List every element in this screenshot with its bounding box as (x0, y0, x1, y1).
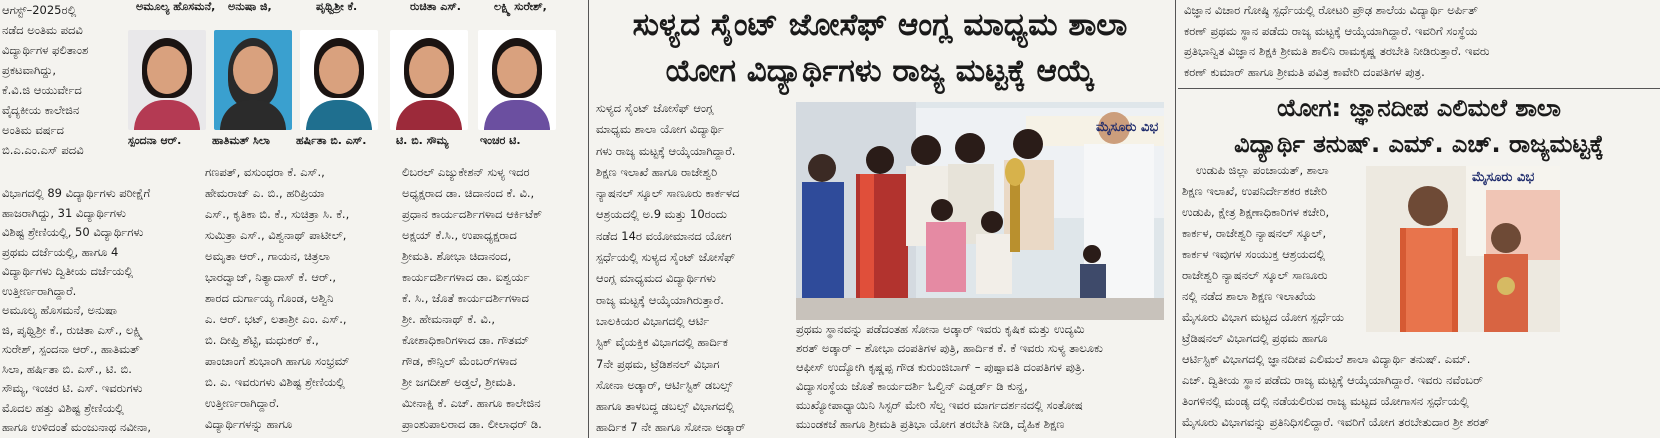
left-section (0, 0, 585, 438)
intro-text (2, 0, 120, 160)
section-rule (1178, 88, 1660, 89)
body-line: ವಿದ್ಯಾರ್ಥಿಗಳನ್ನು ಹಾಗೂ (205, 417, 293, 431)
portrait-face (319, 46, 359, 94)
body-line: ಜಿ, ಪೃಥ್ವಿಶ್ರೀ ಕೆ., ರುಚಿತಾ ಎಸ್., ಲಕ್ಷ್ಮಿ (2, 322, 144, 337)
body-line: ನ್ಯಾಷನಲ್ ಸ್ಕೂಲ್ ಸಾಣೂರು ಕಾರ್ಕಳದ (596, 186, 740, 201)
caption-line: ವಿದ್ಯಾಸಂಸ್ಥೆಯ ಜೊತೆ ಕಾರ್ಯದರ್ಶಿ ಓಲ್ವಿನ್ ಎಡ್ವರ್ಡ್ ಡಿ ಕುನ್ಹ, (796, 379, 1028, 393)
top-name: ಲಕ್ಷ್ಮಿ ಸುರೇಶ್, (494, 0, 547, 13)
photo-caption (796, 320, 1168, 434)
body-line: ಪ್ರಥಮ ದರ್ಜೆಯಲ್ಲಿ, ಹಾಗೂ 4 (2, 244, 119, 259)
intro-line: ವಿದ್ಯಾರ್ಥಿಗಳ ಫಲಿತಾಂಶ (2, 43, 89, 57)
body-line: ಕಾರ್ಕಳ, ರಾಜೇಶ್ವರಿ ನ್ಯಾಷನಲ್ ಸ್ಕೂಲ್, (1182, 226, 1327, 240)
headline-line-1: ಸುಳ್ಯದ ಸೈಂಟ್ ಜೋಸೆಫ್ ಆಂಗ್ಲ ಮಾಧ್ಯಮ ಶಾಲಾ (632, 7, 1128, 43)
body-line: ಗಣಪತ್, ವಸುಂಧರಾ ಕೆ. ಎಸ್., (205, 165, 325, 179)
body-line: ಶಿಕ್ಷಣ ಇಲಾಖೆ, ಉಪನಿರ್ದೇಶಕರ ಕಚೇರಿ (1182, 184, 1328, 198)
body-line: ಆಶ್ರಯದಲ್ಲಿ ಅ.9 ಮತ್ತು 10ರಂದು (596, 207, 727, 222)
body-line: ಎಸ್., ಕೃತಿಕಾ ಬಿ. ಕೆ., ಸುಚಿತ್ರಾ ಸಿ. ಕೆ., (205, 207, 350, 221)
intro-line: ಆಗಸ್ಟ್–2025ರಲ್ಲಿ (2, 3, 77, 17)
right-section (1178, 0, 1660, 438)
body-line: ಉತ್ತೀರ್ಣರಾಗಿದ್ದಾರೆ. (205, 396, 280, 410)
body-line: ಕಾರ್ಯದರ್ಶಿಗಳಾದ ಡಾ. ಐಶ್ವರ್ಯ (402, 270, 530, 284)
body-line: ಸುರೇಶ್, ಸ್ಪಂದನಾ ಆರ್., ಹಾತಿಮತ್ (2, 342, 140, 356)
body-line: ಆರ್ಟಿಸ್ಟಿಕ್ ವಿಭಾಗದಲ್ಲಿ ಜ್ಞಾನದೀಪ ಎಲಿಮಲೆ ಶಾಲಾ ವಿದ್ಯಾರ್ಥಿ ತನುಷ್. ಎಮ್. (1182, 352, 1471, 366)
body-line: ಉತ್ತೀರ್ಣರಾಗಿದ್ದಾರೆ. (2, 283, 77, 298)
body-line: ವಿಶಿಷ್ಟ ಶ್ರೇಣಿಯಲ್ಲಿ, 50 ವಿದ್ಯಾರ್ಥಿಗಳು (2, 225, 144, 239)
body-line: ಮಾಧ್ಯಮ ಶಾಲಾ ಯೋಗ ವಿದ್ಯಾರ್ಥಿ (596, 122, 724, 137)
intro-line: ಬಿ.ಎ.ಎಂ.ಎಸ್ ಪದವಿ (2, 143, 84, 157)
caption-line: ಮುಖ್ಯೋಪಾಧ್ಯಾಯಿನಿ ಸಿಸ್ಟರ್ ಮೇರಿ ಸೆಲ್ವ ಇವರ ಮಾರ್ಗದರ್ಶನದಲ್ಲಿ ಸಂತೋಷ (796, 398, 1083, 412)
body-line: 7ನೇ ಪ್ರಥಮ, ಟ್ರೆಡಿಶನಲ್ ವಿಭಾಗ (596, 356, 720, 371)
body-line: ವಿಭಾಗದಲ್ಲಿ 89 ವಿದ್ಯಾರ್ಥಿಗಳು ಪರೀಕ್ಷೆಗೆ (2, 186, 151, 200)
graduate-portrait (128, 30, 206, 130)
body-line: ಅಮೂಲ್ಯ ಹೊಸಮನೆ, ಅನುಷಾ (2, 303, 118, 317)
intro-line: ಪ್ರಕಟವಾಗಿದ್ದು, (2, 63, 57, 77)
body-line: ಉಡುಪಿ, ಕ್ಷೇತ್ರ ಶಿಕ್ಷಣಾಧಿಕಾರಿಗಳ ಕಚೇರಿ, (1182, 205, 1330, 219)
portrait-clothing (220, 100, 286, 130)
column-rule (1175, 0, 1176, 438)
body-line: ಶ್ರೀ. ಹೇಮನಾಥ್ ಕೆ. ವಿ., (402, 312, 496, 326)
caption-line: ಆಫೀಸ್ ಉದ್ಯೋಗಿ ಕೃಷ್ಣಪ್ಪ ಗೌಡ ಕುರುಂಜಿಬಾಗ್ – ಪುಷ್ಪಾವತಿ ದಂಪತಿಗಳ ಪುತ್ರಿ. (796, 360, 1086, 374)
body-line: ವಿದ್ಯಾರ್ಥಿಗಳು ದ್ವಿತೀಯ ದರ್ಜೆಯಲ್ಲಿ (2, 264, 134, 278)
column-rule (588, 0, 589, 438)
portrait-caption: ಹಾತಿಮತ್ ಸಿಲಾ (212, 134, 270, 147)
body-line: ಸ್ಪರ್ಧೆಯಲ್ಲಿ ಸುಳ್ಯದ ಸೈಂಟ್ ಜೋಸೆಫ್ (596, 250, 736, 265)
body-line: ಮೀನಾಕ್ಷಿ ಕೆ. ಎಚ್. ಹಾಗೂ ಕಾಲೇಜಿನ (402, 396, 541, 410)
graduate-portrait (300, 30, 378, 130)
portrait-caption: ಇಂಚರ ಟಿ. (480, 134, 521, 147)
body-line: ಹಾಗೂ ಉಳಿದಂತೆ ಮಂಜುನಾಥ ನವೀನಾ, (2, 420, 152, 434)
body-line: ಎ. ಆರ್. ಭಟ್, ಲತಾಶ್ರೀ ಎಂ. ಎಸ್., (205, 312, 347, 326)
portrait-face (497, 46, 537, 94)
portrait-face (409, 46, 449, 94)
body-line: ಸುಮಿತ್ರಾ ಎಸ್., ವಿಶ್ವನಾಥ್ ಪಾಟೀಲ್, (205, 228, 347, 242)
body-line: ಕೋಶಾಧಿಕಾರಿಗಳಾದ ಡಾ. ಗೌತಮ್ (402, 333, 529, 347)
headline-line-2: ಯೋಗ ವಿದ್ಯಾರ್ಥಿಗಳು ರಾಜ್ಯ ಮಟ್ಟಕ್ಕೆ ಆಯ್ಕೆ (665, 53, 1095, 89)
body-line: ಬಿ. ಎ. ಇವರುಗಳು ವಿಶಿಷ್ಟ ಶ್ರೇಣಿಯಲ್ಲಿ (205, 375, 345, 389)
body-line: ಮೈಸೂರು ವಿಭಾಗ ಮಟ್ಟದ ಯೋಗ ಸ್ಪರ್ಧೆಯ (1182, 310, 1344, 324)
top-name: ರುಚಿತಾ ಎಸ್. (410, 0, 461, 13)
third-article-body (402, 162, 582, 435)
body-line: ಗೌಡ, ಕೌನ್ಸಿಲ್ ಮೆಂಬರ್‌ಗಳಾದ (402, 354, 517, 368)
body-line: ಹೇಮರಾಜ್ ಎ. ಬಿ., ಹರಿಪ್ರಿಯಾ (205, 186, 325, 200)
body-line: ಕರಣ್ ಪ್ರಥಮ ಸ್ಥಾನ ಪಡೆದು ರಾಜ್ಯ ಮಟ್ಟಕ್ಕೆ ಆಯ್ಕೆಯಾಗಿದ್ದಾರೆ. ಇವರಿಗೆ ಸಂಸ್ಥೆಯ (1184, 23, 1478, 38)
portrait-clothing (484, 100, 550, 130)
body-line: ಬಿ. ದೀಪ್ತಿ ಶೆಟ್ಟಿ, ಮಧುಕರ್ ಕೆ., (205, 333, 319, 347)
body-line: ಬಾಲಕಿಯರ ವಿಭಾಗದಲ್ಲಿ ಆರ್ಟಿ (596, 313, 710, 328)
student-photo (1366, 166, 1560, 332)
body-line: ಪ್ರಧಾನ ಕಾರ್ಯದರ್ಶಿಗಳಾದ ಆರ್ಕಿಟೆಕ್ (402, 207, 543, 221)
body-line: ಟ್ರೆಡಿಷನಲ್ ವಿಭಾಗದಲ್ಲಿ ಪ್ರಥಮ ಹಾಗೂ (1182, 331, 1328, 345)
body-line: ಅಮೃತಾ ಆರ್., ಗಾಯನ, ಚಿತ್ರಲಾ (205, 249, 330, 263)
body-line: ಶ್ರೀ ಜಗದೀಶ್ ಅಡ್ತಲೆ, ಶ್ರೀಮತಿ. (402, 375, 517, 389)
intro-line: ನಡೆದ ಅಂತಿಮ ಪದವಿ (2, 23, 83, 37)
caption-line: ಮುಂಡಕಜೆ ಹಾಗೂ ಶ್ರೀಮತಿ ಪ್ರತಿಭಾ ಯೋಗ ತರಬೇತಿ ನೀಡಿ, ದೈಹಿಕ ಶಿಕ್ಷಣ (796, 417, 1065, 431)
body-line: ರಾಜ್ಯ ಮಟ್ಟಕ್ಕೆ ಆಯ್ಕೆಯಾಗಿರುತ್ತಾರೆ. (596, 292, 724, 307)
body-line: ಕರಣ್ ಕುಮಾರ್ ಹಾಗೂ ಶ್ರೀಮತಿ ಪವಿತ್ರ ಕಾವೇರಿ ದಂಪತಿಗಳ ಪುತ್ರ. (1184, 64, 1425, 79)
intro-line: ಕೆ.ವಿ.ಜಿ ಆಯುರ್ವೇದ (2, 83, 82, 97)
caption-line: ಪ್ರಥಮ ಸ್ಥಾನವನ್ನು ಪಡೆದಂತಹ ಸೋನಾ ಅಡ್ಕಾರ್ ಇವರು ಕೃಷಿಕ ಮತ್ತು ಉದ್ಯಮಿ (796, 322, 1085, 336)
top-name: ಅಮೂಲ್ಯ ಹೊಸಮನೆ, (136, 0, 216, 13)
body-line: ಎಚ್. ದ್ವಿತೀಯ ಸ್ಥಾನ ಪಡೆದು ರಾಜ್ಯ ಮಟ್ಟಕ್ಕೆ ಆಯ್ಕೆಯಾಗಿದ್ದಾರೆ. ಇವರು ನವೆಂಬರ್ (1182, 373, 1483, 387)
top-name: ಪೃಥ್ವಿಶ್ರೀ ಕೆ. (316, 0, 358, 13)
portrait-clothing (396, 100, 462, 130)
body-line: ಆಂಗ್ಲ ಮಾಧ್ಯಮದ ವಿದ್ಯಾರ್ಥಿಗಳು (596, 271, 716, 286)
portrait-clothing (306, 100, 372, 130)
intro-line: ವೈದ್ಯಕೀಯ ಕಾಲೇಜಿನ (2, 103, 80, 117)
body-line: ಮೈಸೂರು ವಿಭಾಗವನ್ನು ಪ್ರತಿನಿಧಿಸಲಿದ್ದಾರೆ. ಇವರಿಗೆ ಯೋಗ ತರಬೇತುದಾರ ಶ್ರೀ ಶರತ್ (1182, 415, 1490, 429)
body-line: ಕೆ. ಸಿ., ಜೊತೆ ಕಾರ್ಯದರ್ಶಿಗಳಾದ (402, 291, 529, 305)
body-line: ಲಿಬರಲ್ ಎಜ್ಯುಕೇಶನ್ ಸುಳ್ಯ ಇದರ (402, 165, 530, 179)
right-headline-line-1: ಯೋಗ: ಜ್ಞಾನದೀಪ ಎಲಿಮಲೆ ಶಾಲಾ (1277, 94, 1561, 122)
main-article (592, 0, 1172, 438)
right-top-text (1184, 0, 1660, 82)
body-line: ಮೊದಲ ಹತ್ತು ವಿಶಿಷ್ಟ ಶ್ರೇಣಿಯಲ್ಲಿ (2, 400, 124, 415)
body-line: ಶ್ರೀಮತಿ. ಶೋಭಾ ಚಿದಾನಂದ, (402, 249, 512, 263)
body-line: ನಲ್ಲಿ ನಡೆದ ಶಾಲಾ ಶಿಕ್ಷಣ ಇಲಾಖೆಯ (1182, 289, 1316, 303)
portrait-caption: ಟಿ. ಬಿ. ಸೌಮ್ಯ (396, 134, 449, 147)
graduate-portrait (478, 30, 556, 130)
portrait-face (147, 46, 187, 94)
right-headline-line-2: ವಿದ್ಯಾರ್ಥಿ ತನುಷ್. ಎಮ್. ಎಚ್. ರಾಜ್ಯಮಟ್ಟಕ್ಕೆ (1234, 130, 1604, 158)
portrait-caption: ಹರ್ಷಿತಾ ಬಿ. ಎಸ್. (296, 134, 367, 147)
body-line: ರಾಜೇಶ್ವರಿ ನ್ಯಾಷನಲ್ ಸ್ಕೂಲ್ ಸಾಣೂರು (1182, 268, 1328, 282)
body-line: ಪಾಂಚಾಂಗೆ ಶುಭಾಂಗಿ ಹಾಗೂ ಸಂಭ್ರಮ್ (205, 354, 350, 368)
body-line: ಸುಳ್ಯದ ಸೈಂಟ್ ಜೋಸೆಫ್ ಆಂಗ್ಲ (596, 101, 714, 115)
body-line: ವಿಜ್ಞಾನ ವಿಚಾರ ಗೋಷ್ಠಿ ಸ್ಪರ್ಧೆಯಲ್ಲಿ ರೋಟರಿ ಪ್ರೌಢ ಶಾಲೆಯ ವಿದ್ಯಾರ್ಥಿ ಅರ್ಪಿತ್ (1184, 3, 1478, 17)
main-article-body (596, 98, 788, 438)
top-name: ಅನುಷಾ ಜಿ, (228, 0, 272, 13)
body-line: ಪ್ರತಿಭಾನ್ವಿತ ವಿಜ್ಞಾನ ಶಿಕ್ಷಕಿ ಶ್ರೀಮತಿ ಶಾಲಿನಿ ರಾಮಕೃಷ್ಣ ತರಬೇತಿ ನೀಡಿರುತ್ತಾರೆ. ಇವರು (1184, 44, 1490, 58)
caption-line: ಶರತ್ ಅಡ್ಕಾರ್ – ಶೋಭಾ ದಂಪತಿಗಳ ಪುತ್ರಿ, ಹಾರ್ದಿಕ ಕೆ. ಕೆ ಇವರು ಸುಳ್ಯ ತಾಲೂಕು (796, 341, 1103, 355)
body-line: ಸ್ಟಿಕ್ ವೈಯಕ್ತಿಕ ವಿಭಾಗದಲ್ಲಿ ಹಾರ್ದಿಕ (596, 335, 728, 350)
body-line: ಪ್ರಾಂಶುಪಾಲರಾದ ಡಾ. ಲೀಲಾಧರ್ ಡಿ. (402, 417, 542, 431)
student-photo-graphic (1366, 166, 1560, 332)
photo-banner: ಮೈಸೂರು ವಿಭ (1096, 120, 1159, 135)
body-line: ಕಾರ್ಕಳ ಇವುಗಳ ಸಂಯುಕ್ತ ಆಶ್ರಯದಲ್ಲಿ (1182, 247, 1326, 261)
body-line: ಅಕ್ಷಯ್ ಕೆ.ಸಿ., ಉಪಾಧ್ಯಕ್ಷರಾದ (402, 228, 517, 242)
body-line: ಹಾರ್ದಿಕ 7 ನೇ ಹಾಗೂ ಸೋನಾ ಅಡ್ಕಾರ್ (596, 420, 746, 435)
intro-line: ಅಂತಿಮ ವರ್ಷದ (2, 123, 64, 137)
graduate-portrait (214, 30, 292, 130)
award-photo (796, 102, 1164, 320)
body-line: ಅಧ್ಯಕ್ಷರಾದ ಡಾ. ಚಿದಾನಂದ ಕೆ. ವಿ., (402, 186, 535, 200)
body-line: ಹಾಗೂ ತಾಳಬದ್ಧ ಡಬಲ್ಸ್ ವಿಭಾಗದಲ್ಲಿ (596, 399, 735, 414)
body-line: ಸೋನಾ ಅಡ್ಕಾರ್, ಆರ್ಟಿಸ್ಟಿಕ್ ಡಬಲ್ಸ್ (596, 377, 733, 392)
photo-banner: ಮೈಸೂರು ವಿಭ (1472, 170, 1535, 185)
body-line: ನಡೆದ 14ರ ವಯೋಮಾನದ ಯೋಗ (596, 228, 732, 243)
body-line: ಹಾಜರಾಗಿದ್ದು, 31 ವಿದ್ಯಾರ್ಥಿಗಳು (2, 205, 126, 220)
body-line: ಸಿಲಾ, ಹರ್ಷಿತಾ ಬಿ. ಎಸ್., ಟಿ. ಬಿ. (2, 361, 132, 376)
body-line: ಸೌಮ್ಯ, ಇಂಚರ ಟಿ. ಎಸ್. ಇವರುಗಳು (2, 381, 143, 395)
body-line: ಭಾರದ್ವಾಜ್, ನಿತ್ಯಾದಾಸ್ ಕೆ. ಆರ್., (205, 270, 337, 284)
body-line: ಶಾರದ ದುರ್ಗಾಯ್ಯ ಗೊಂಡ, ಅಶ್ವಿನಿ (205, 291, 334, 305)
body-line: ಗಳು ರಾಜ್ಯ ಮಟ್ಟಕ್ಕೆ ಆಯ್ಕೆಯಾಗಿದ್ದಾರೆ. (596, 143, 736, 158)
body-line: ಉಡುಪಿ ಜಿಲ್ಲಾ ಪಂಚಾಯತ್, ಶಾಲಾ (1196, 163, 1329, 177)
left-article-body (2, 184, 200, 438)
body-line: ಶಿಕ್ಷಣ ಇಲಾಖೆ ಹಾಗೂ ರಾಜೇಶ್ವರಿ (596, 164, 718, 179)
middle-article-body (205, 162, 395, 435)
portrait-clothing (134, 100, 200, 130)
portrait-face (233, 46, 273, 94)
portrait-caption: ಸ್ಪಂದನಾ ಆರ್. (128, 134, 182, 147)
graduate-portrait (390, 30, 468, 130)
body-line: ತಿಂಗಳಿನಲ್ಲಿ ಮಂಡ್ಯ ದಲ್ಲಿ ನಡೆಯಲಿರುವ ರಾಜ್ಯ ಮಟ್ಟದ ಯೋಗಾಸನ ಸ್ಪರ್ಧೆಯಲ್ಲಿ (1182, 394, 1469, 408)
